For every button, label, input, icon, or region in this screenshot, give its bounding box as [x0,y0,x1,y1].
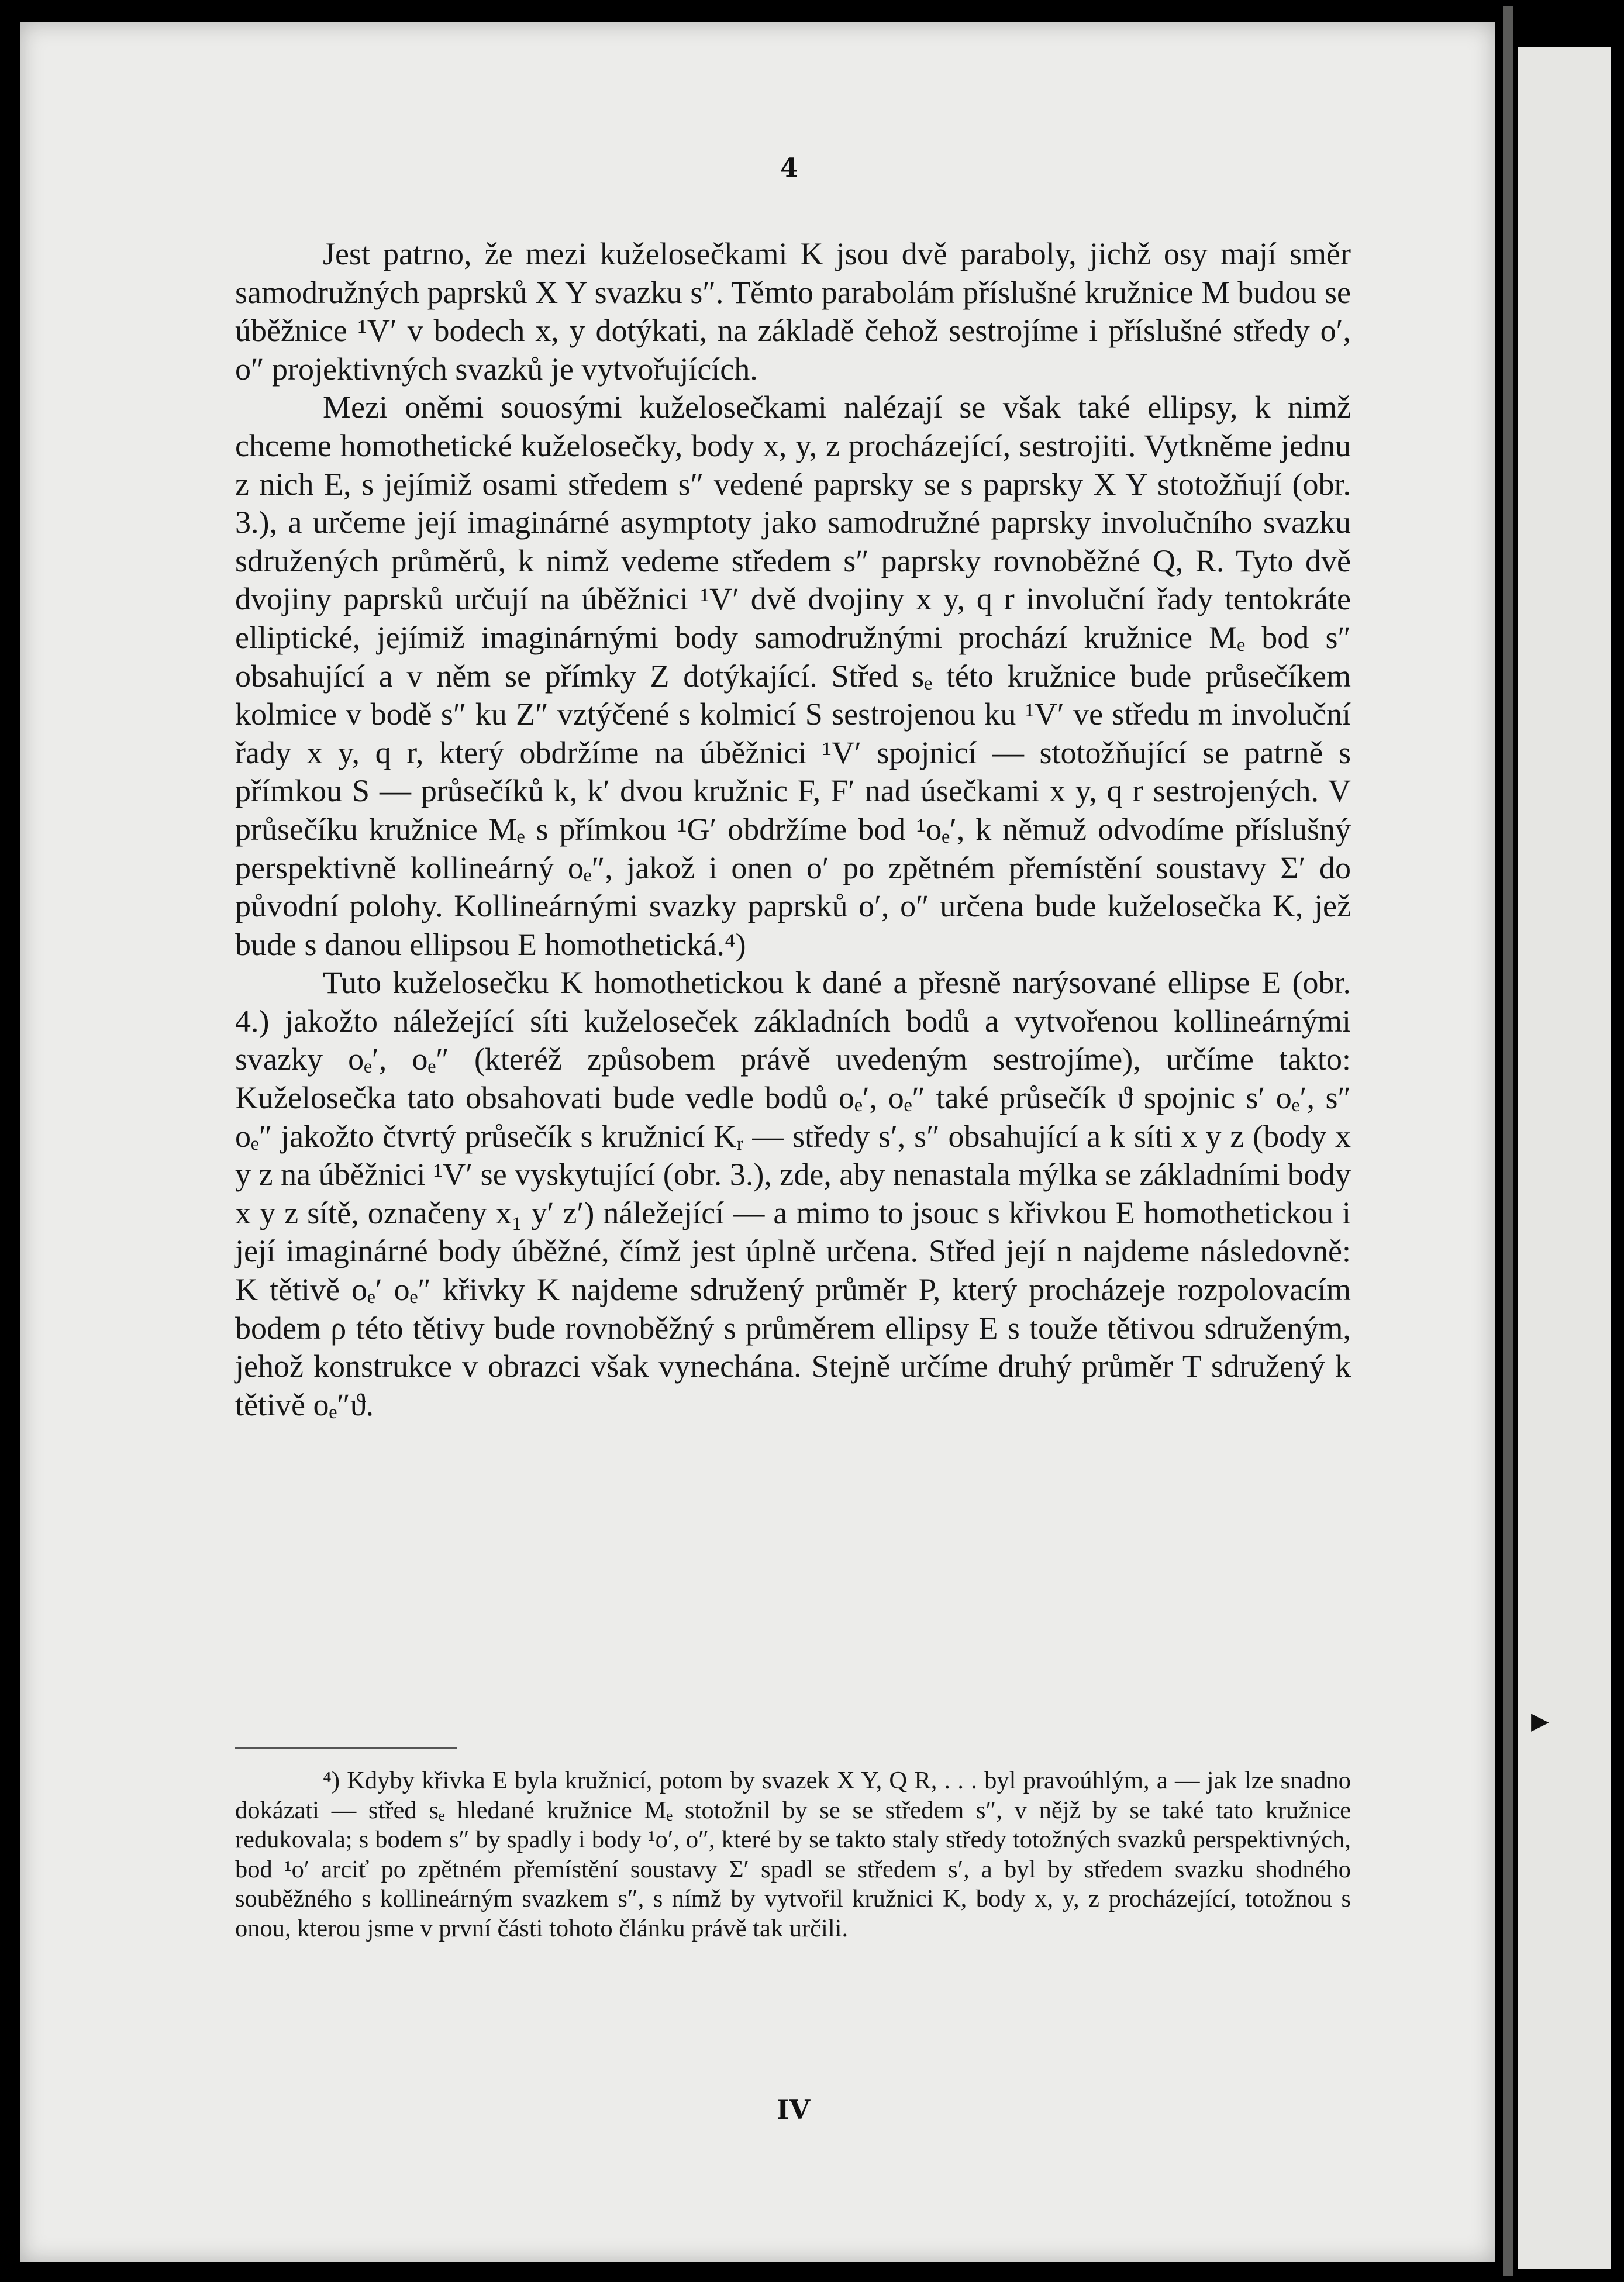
footnote-4: ⁴) Kdyby křivka E byla kružnicí, potom by svazek X Y, Q R, . . . byl pravoúhlým, a — jak lze snadno dokázati — střed sₑ hledané kružnice Mₑ stotožnil by se se středem s″, v nějž by se také tato kružnice redukovala; s bodem s″ by spadly i body ¹o′, o″, které by se takto staly středy totožných svazků perspektivných, bod ¹o′ arciť po zpětném přemístění soustavy Σ′ spadl se středem s′, a byl by středem svazku shodného souběžného s kollineárným svazkem s″, s nímž by vytvořil kružnici K, body x, y, z procházející, totožnou s onou, kterou jsme v první části tohoto článku právě tak určili. [235,1767,1351,1942]
adjacent-page-strip [1518,47,1611,2269]
paragraph-3: Tuto kuželosečku K homothetickou k dané a přesně narýsované ellipse E (obr. 4.) jakožto náležející síti kuželoseček základních bodů a vytvořenou kollineárnými svazky oₑ′, oₑ″ (kteréž způsobem právě uvedeným sestrojíme), určíme takto: Kuželosečka tato obsahovati bude vedle bodů oₑ′, oₑ″ také průsečík ϑ spojnic s′ oₑ′, s″ oₑ″ jakožto čtvrtý průsečík s kružnicí Kᵣ — středy s′, s″ obsahující a k síti x y z (body x y z na úběžnici ¹V′ se vyskytující (obr. 3.), zde, aby nenastala mýlka se základními body x y z sítě, označeny x₁ y′ z′) náležející — a mimo to jsouc s křivkou E homothetickou i její imaginárné body úběžné, čímž jest úplně určena. Střed její n najdeme následovně: K tětivě oₑ′ oₑ″ křivky K najdeme sdružený průměr P, který procházeje rozpolovacím bodem ρ této tětivy bude rovnoběžný s průměrem ellipsy E s touže tětivou sdruženým, jehož konstrukce v obrazci však vynechána. Stejně určíme druhý průměr T sdružený k tětivě oₑ″ϑ. [235,965,1351,1422]
paragraph-2: Mezi oněmi souosými kuželosečkami nalézají se však také ellipsy, k nimž chceme homothetické kuželosečky, body x, y, z procházející, sestrojiti. Vytkněme jednu z nich E, s jejímiž osami středem s″ vedené paprsky se s paprsky X Y stotožňují (obr. 3.), a určeme její imaginárné asymptoty jako samodružné paprsky involučního svazku sdružených průměrů, k nimž vedeme středem s″ paprsky rovnoběžné Q, R. Tyto dvě dvojiny paprsků určují na úběžnici ¹V′ dvě dvojiny x y, q r involuční řady tentokráte elliptické, jejímiž imaginárnými body samodružnými prochází kružnice Mₑ bod s″ obsahující a v něm se přímky Z dotýkající. Střed sₑ této kružnice bude průsečíkem kolmice v bodě s″ ku Z″ vztýčené s kolmicí S sestrojenou ku ¹V′ ve středu m involuční řady x y, q r, který obdržíme na úběžnici ¹V′ spojnicí — stotožňující se patrně s přímkou S — průsečíků k, k′ dvou kružnic F, F′ nad úsečkami x y, q r sestrojených. V průsečíku kružnice Mₑ s přímkou ¹G′ obdržíme bod ¹oₑ′, k němuž odvodíme příslušný perspektivně kollineárný oₑ″, jakož i onen o′ po zpětném přemístění soustavy Σ′ do původní polohy. Kollineárnými svazky paprsků o′, o″ určena bude kuželosečka K, jež bude s danou ellipsou E homothetická.⁴) [235,389,1351,962]
adjacent-page-mark: ▶ [1531,1708,1549,1735]
main-text [235,235,1351,1424]
page-number: 4 [780,153,798,183]
footnote-divider [235,1747,457,1749]
signature-mark: IV [777,2094,811,2125]
footnote [235,1766,1351,1943]
page-edge [1503,6,1513,2276]
paragraph-1: Jest patrno, že mezi kuželosečkami K jsou dvě paraboly, jichž osy mají směr samodružných paprsků X Y svazku s″. Těmto parabolám příslušné kružnice M budou se úběžnice ¹V′ v bodech x, y dotýkati, na základě čehož sestrojíme i příslušné středy o′, o″ projektivných svazků je vytvořujících. [235,236,1351,387]
